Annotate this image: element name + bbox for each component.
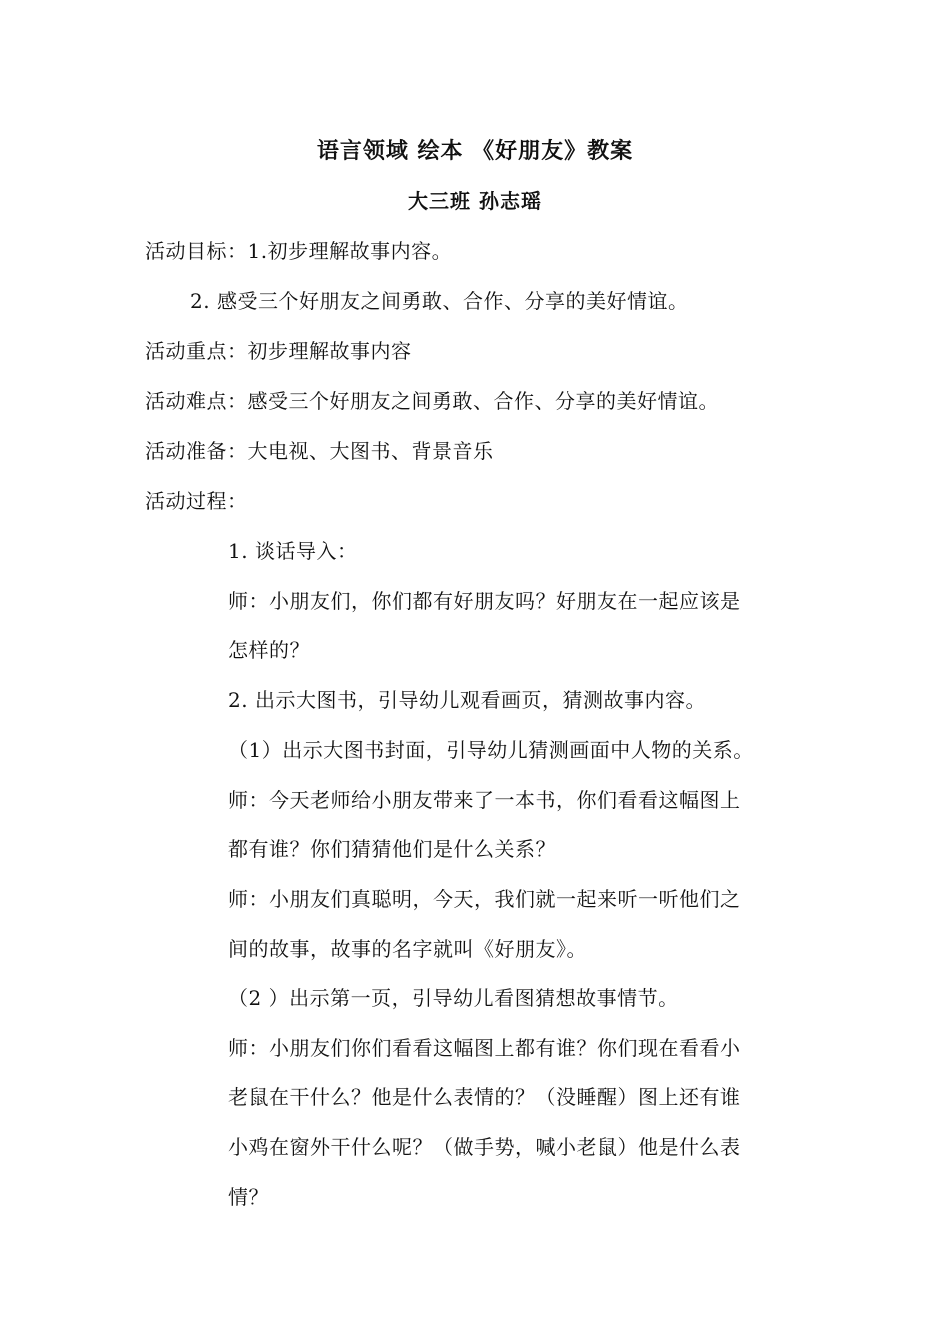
activity-difficulty-line: 活动难点：感受三个好朋友之间勇敢、合作、分享的美好情谊。 bbox=[145, 389, 719, 413]
activity-focus-line: 活动重点：初步理解故事内容 bbox=[145, 339, 412, 363]
step-2-heading: 2. 出示大图书，引导幼儿观看画页，猜测故事内容。 bbox=[228, 688, 706, 712]
substep-2-heading: （2 ）出示第一页，引导幼儿看图猜想故事情节。 bbox=[228, 986, 679, 1010]
paragraph-line: 情？ bbox=[228, 1185, 269, 1209]
paragraph-line: 师：小朋友们真聪明，今天，我们就一起来听一听他们之 bbox=[228, 887, 741, 911]
paragraph-line: 师：今天老师给小朋友带来了一本书，你们看看这幅图上 bbox=[228, 788, 741, 812]
paragraph-line: 间的故事，故事的名字就叫《好朋友》。 bbox=[228, 937, 587, 961]
paragraph-line: 小鸡在窗外干什么呢？（做手势，喊小老鼠）他是什么表 bbox=[228, 1135, 741, 1159]
document-subtitle: 大三班 孙志瑶 bbox=[408, 189, 542, 213]
paragraph-line: 师：小朋友们，你们都有好朋友吗？好朋友在一起应该是 bbox=[228, 589, 741, 613]
activity-goal-line: 活动目标：1.初步理解故事内容。 bbox=[145, 239, 453, 263]
activity-prep-line: 活动准备：大电视、大图书、背景音乐 bbox=[145, 439, 494, 463]
step-1-heading: 1. 谈话导入： bbox=[228, 539, 358, 563]
document-title: 语言领域 绘本 《好朋友》教案 bbox=[316, 138, 634, 164]
activity-goal-line-2: 2. 感受三个好朋友之间勇敢、合作、分享的美好情谊。 bbox=[190, 289, 689, 313]
paragraph-line: 都有谁？你们猜猜他们是什么关系？ bbox=[228, 837, 556, 861]
substep-1-heading: （1）出示大图书封面，引导幼儿猜测画面中人物的关系。 bbox=[228, 738, 754, 762]
paragraph-line: 怎样的？ bbox=[228, 638, 310, 662]
paragraph-line: 老鼠在干什么？他是什么表情的？（没睡醒）图上还有谁 bbox=[228, 1085, 741, 1109]
activity-process-heading: 活动过程： bbox=[145, 489, 248, 513]
paragraph-line: 师：小朋友们你们看看这幅图上都有谁？你们现在看看小 bbox=[228, 1036, 741, 1060]
